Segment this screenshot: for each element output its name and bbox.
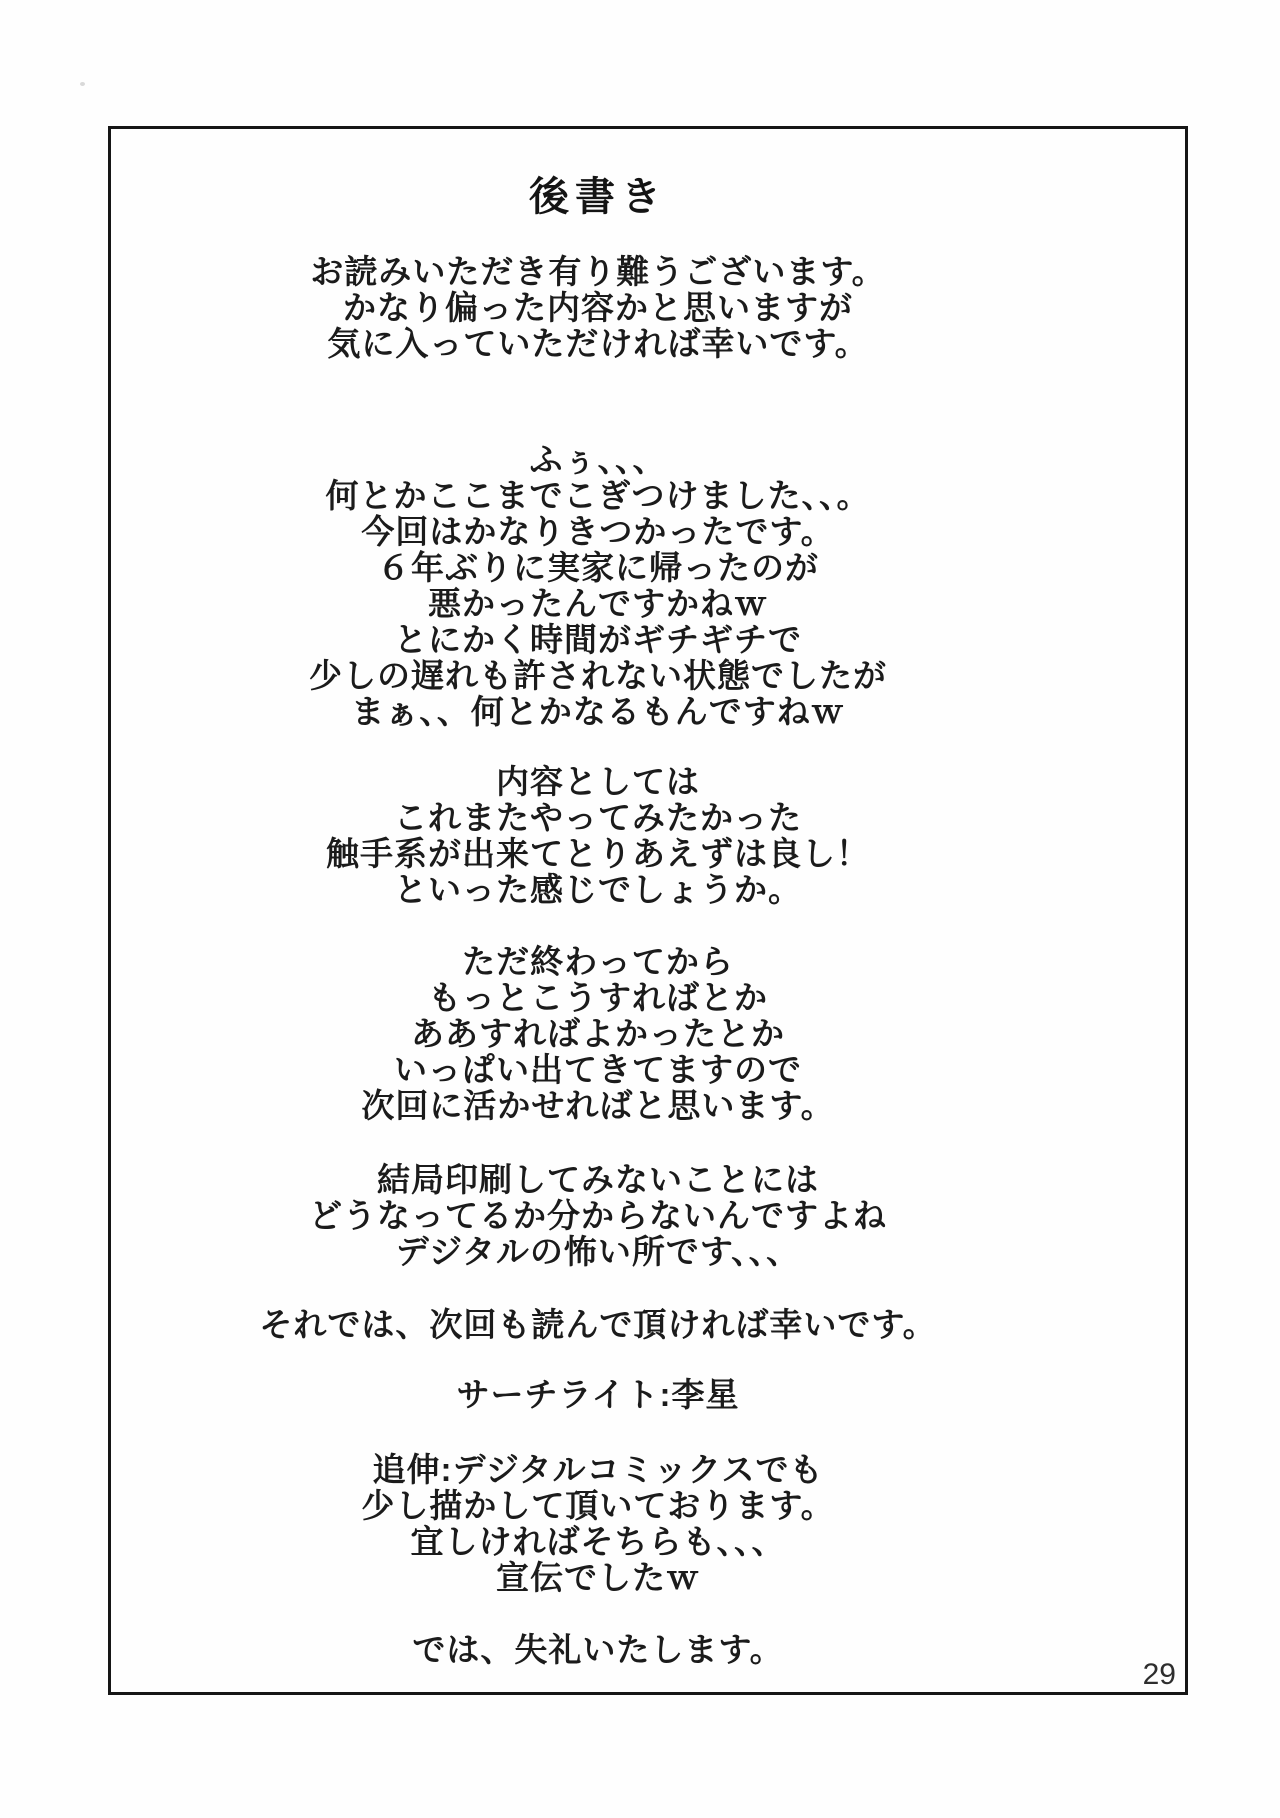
page-title: 後書き [529,175,667,219]
text-line: かなり偏った内容かと思いますが [343,289,853,326]
text-line: もっとこうすればとか [428,979,768,1016]
paragraph-printing [61,1162,1135,1270]
paragraph-production-struggle [61,442,1135,730]
text-line: 何とかここまでこぎつけました、、。 [325,477,871,514]
paragraph-content-comment [61,764,1135,908]
text-line: 今回はかなりきつかったです。 [361,513,835,550]
text-line: 宣伝でしたｗ [496,1559,700,1596]
page-border-frame [108,126,1188,1695]
text-line: それでは、次回も読んで頂ければ幸いです。 [259,1306,937,1343]
text-line: 気に入っていただければ幸いです。 [327,325,869,362]
text-line: いっぱい出てきてますので [394,1051,802,1088]
paragraph-reflections [61,944,1135,1124]
page-number: 29 [1142,1658,1176,1691]
text-line: 触手系が出来てとりあえずは良し！ [326,835,870,872]
text-line: 悪かったんですかねｗ [428,585,768,622]
text-line: ６年ぶりに実家に帰ったのが [377,549,819,586]
text-line: サーチライト:李星 [456,1376,740,1413]
text-line: 宜しければそちらも、、、 [410,1523,786,1560]
paragraph-postscript [61,1452,1135,1596]
text-line: 少しの遅れも許されない状態でしたが [309,657,887,694]
paragraph-farewell [61,1632,1135,1668]
text-line: とにかく時間がギチギチで [394,621,802,658]
text-line: ただ終わってから [462,943,734,980]
text-line: といった感じでしょうか。 [394,871,802,908]
text-line: では、失礼いたします。 [412,1631,784,1668]
text-line: 追伸:デジタルコミックスでも [372,1451,824,1488]
text-line: デジタルの怖い所です、、、 [395,1233,801,1270]
text-line: 少し描かして頂いております。 [361,1487,835,1524]
text-line: どうなってるか分からないんですよね [309,1197,887,1234]
text-line: 次回に活かせればと思います。 [361,1087,835,1124]
text-line: お読みいただき有り難うございます。 [310,253,886,290]
text-line: これまたやってみたかった [394,799,802,836]
scan-speck [80,82,85,86]
afterword-text-column [61,129,1135,1668]
text-line: 結局印刷してみないことには [377,1161,819,1198]
paragraph-closing-wish [61,1307,1135,1343]
text-line: ああすればよかったとか [411,1015,785,1052]
text-line: まぁ、、何とかなるもんですねｗ [351,693,845,730]
paragraph-thanks [61,254,1135,362]
text-line: 内容としては [496,763,700,800]
text-line: ふぅ、、、 [529,441,667,478]
signature-line [61,1377,1135,1413]
